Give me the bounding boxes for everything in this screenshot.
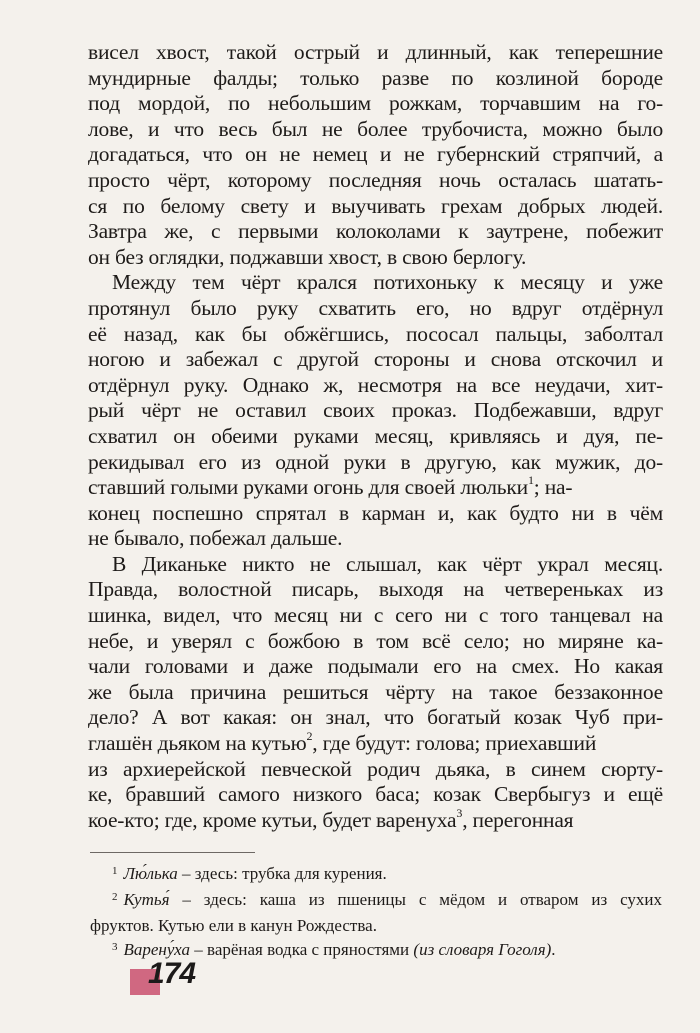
text-line: под мордой, по небольшим рожкам, торчавшим на го- bbox=[88, 91, 663, 116]
footnote-text: – здесь: трубка для курения. bbox=[177, 864, 387, 883]
text-line: просто чёрт, которому последняя ночь осталась шатать- bbox=[88, 167, 663, 192]
footnote-2-continuation: фруктов. Кутью ели в канун Рождества. bbox=[90, 916, 377, 935]
text-line: ся по белому свету и выучивать грехам добрых людей. bbox=[88, 193, 663, 218]
text-line bbox=[88, 805, 663, 834]
text-line: дело? А вот какая: он знал, что богатый козак Чуб при- bbox=[88, 705, 663, 730]
text-line: висел хвост, такой острый и длинный, как теперешние bbox=[88, 40, 663, 64]
text-line: не бывало, побежал дальше. bbox=[88, 526, 343, 551]
footnote-2 bbox=[90, 888, 662, 914]
text-line: ногою и забежал с другой стороны и снова отскочил и bbox=[88, 347, 663, 372]
text-line: шинка, видел, что месяц ни с сего ни с того танцевал на bbox=[88, 603, 663, 628]
text-line: догадаться, что он не немец и не губернский стряпчий, а bbox=[88, 142, 663, 167]
footnote-ref: 1 bbox=[527, 472, 534, 487]
footnotes bbox=[90, 862, 662, 964]
text-line: схватил он обеими руками месяц, кривляясь и дуя, пе- bbox=[88, 423, 663, 448]
footnote-number: 1 bbox=[112, 865, 118, 877]
text-line: же была причина решиться чёрту на такое беззаконное bbox=[88, 679, 663, 704]
text-line: конец поспешно спрятал в карман и, как будто ни в чём bbox=[88, 500, 663, 525]
body-text bbox=[88, 40, 663, 833]
text-line: чали головами и даже подымали его на смех. Но какая bbox=[88, 654, 663, 679]
footnote-number: 3 bbox=[112, 941, 118, 953]
footnote-term: Кутья́ bbox=[123, 890, 170, 909]
text-line: её назад, как бы обжёгшись, пососал пальцы, заболтал bbox=[88, 321, 663, 346]
text-line: из архиерейской певческой родич дьяка, в синем сюрту- bbox=[88, 756, 663, 781]
text-line: он без оглядки, поджавши хвост, в свою берлогу. bbox=[88, 244, 527, 269]
footnote-text: – варёная водка с пряностями bbox=[190, 940, 414, 959]
footnote-ref: 3 bbox=[456, 805, 463, 820]
text-fragment: ставший голыми руками огонь для своей люльки bbox=[88, 475, 528, 500]
text-line: небе, и уверял с божбою в том всё село; но миряне ка- bbox=[88, 628, 663, 653]
footnote-text: – здесь: каша из пшеницы с мёдом и отваром из сухих bbox=[169, 890, 662, 909]
text-fragment: , перегонная bbox=[462, 807, 574, 832]
footnote-term: Варену́ха bbox=[123, 940, 191, 959]
footnote-end: . bbox=[551, 940, 556, 959]
text-line: мундирные фалды; только разве по козлиной бороде bbox=[88, 65, 663, 90]
page-number: 174 bbox=[148, 957, 196, 990]
footnote-ref: 2 bbox=[306, 728, 313, 743]
text-line: лове, и что весь был не более трубочиста, можно было bbox=[88, 116, 663, 141]
text-line: рый чёрт не оставил своих проказ. Подбежавши, вдруг bbox=[88, 398, 663, 423]
footnote-number: 2 bbox=[112, 891, 118, 903]
text-fragment: , где будут: голова; приехавший bbox=[312, 731, 597, 756]
text-line: рекидывал его из одной руки в другую, как мужик, до- bbox=[88, 449, 663, 474]
text-line: протянул было руку схватить его, но вдруг отдёрнул bbox=[88, 295, 663, 320]
text-fragment: ; на- bbox=[533, 475, 573, 500]
text-line: Правда, волостной писарь, выходя на четвереньках из bbox=[88, 577, 663, 602]
text-fragment: глашён дьяком на кутью bbox=[88, 731, 307, 756]
footnote-term: Лю́лька bbox=[123, 864, 178, 883]
text-line bbox=[88, 472, 663, 501]
text-line: Между тем чёрт крался потихоньку к месяцу и уже bbox=[112, 270, 663, 295]
text-line bbox=[88, 728, 663, 757]
text-line: Завтра же, с первыми колоколами к заутрене, побежит bbox=[88, 219, 663, 244]
text-line: ке, бравший самого низкого баса; козак Свербыгуз и ещё bbox=[88, 782, 663, 807]
footnote-source: (из словаря Гоголя) bbox=[413, 940, 552, 959]
page-footer bbox=[130, 955, 250, 1005]
text-line: В Диканьке никто не слышал, как чёрт украл месяц. bbox=[112, 551, 663, 576]
text-fragment: кое-кто; где, кроме кутьи, будет варенуха bbox=[88, 807, 457, 832]
text-line: отдёрнул руку. Однако ж, несмотря на все неудачи, хит- bbox=[88, 372, 663, 397]
footnote-1 bbox=[90, 862, 662, 888]
footnote-divider bbox=[90, 852, 255, 853]
